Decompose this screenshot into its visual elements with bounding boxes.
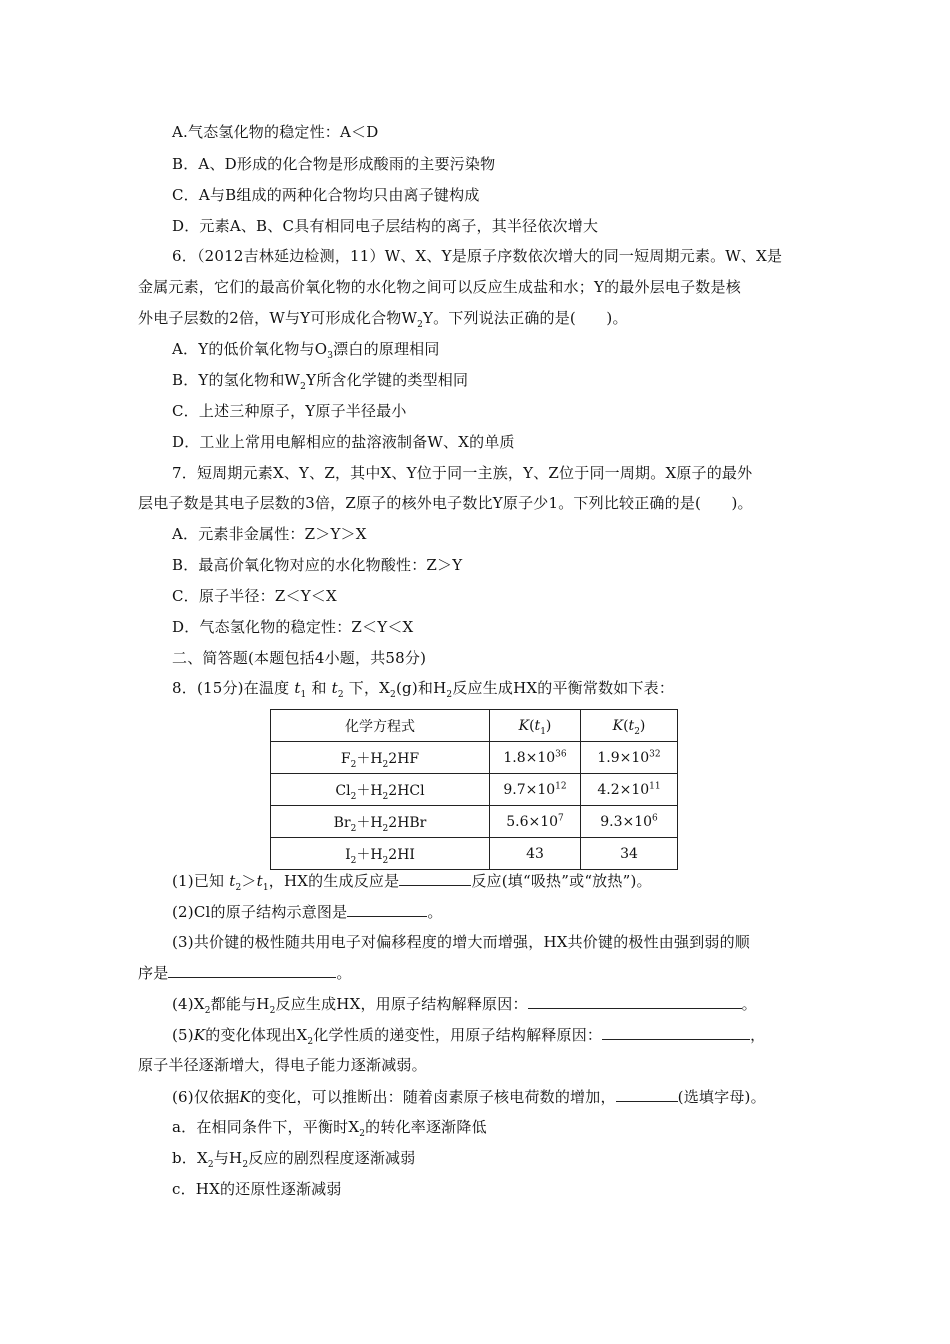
- k-t2-cell: $9.3\times 10^6$: [581, 806, 678, 838]
- table-row: [271, 742, 678, 774]
- q6-stem-line2: 金属元素，它们的最高价氧化物的水化物之间可以反应生成盐和水；Y的最外层电子数是核: [138, 278, 741, 296]
- q8-option-a: a．在相同条件下，平衡时$X_2$的转化率逐渐降低: [172, 1118, 487, 1139]
- q7-stem-line1: 7．短周期元素X、Y、Z，其中X、Y位于同一主族，Y、Z位于同一周期。X原子的最外: [172, 464, 753, 482]
- q7-option-a: A．元素非金属性：Z＞Y＞X: [172, 525, 367, 543]
- k-t2-cell: 34: [581, 838, 678, 870]
- q5-option-d: D．元素A、B、C具有相同电子层结构的离子，其半径依次增大: [172, 217, 599, 235]
- k-t1-cell: $9.7\times 10^{12}$: [490, 774, 581, 806]
- answer-blank[interactable]: [528, 993, 742, 1009]
- answer-blank[interactable]: [602, 1024, 750, 1040]
- table-row: [271, 806, 678, 838]
- q7-option-b: B．最高价氧化物对应的水化物酸性：Z＞Y: [172, 556, 463, 574]
- q8-option-b: b．$X_2$与$H_2$反应的剧烈程度逐渐减弱: [172, 1149, 416, 1170]
- table-header-row: [271, 710, 678, 742]
- equation-cell: $Cl_2+H_22HCl$: [271, 774, 490, 806]
- q8-part3-line2: 序是 。: [138, 964, 352, 982]
- q5-option-c: C．A与B组成的两种化合物均只由离子键构成: [172, 186, 480, 204]
- q8-part5-line1: (5)K的变化体现出$X_2$化学性质的递变性，用原子结构解释原因： ，: [172, 1026, 766, 1047]
- k-t2-cell: $4.2\times 10^{11}$: [581, 774, 678, 806]
- q5-option-a: A.气态氢化物的稳定性：A＜D: [172, 123, 379, 141]
- k-t1-cell: $5.6\times 10^7$: [490, 806, 581, 838]
- answer-blank[interactable]: [399, 870, 471, 886]
- q8-option-c: c．HX的还原性逐渐减弱: [172, 1180, 342, 1198]
- q7-stem-line2: 层电子数是其电子层数的3倍，Z原子的核外电子数比Y原子少1。下列比较正确的是( )。: [138, 494, 753, 512]
- q6-option-d: D．工业上常用电解相应的盐溶液制备W、X的单质: [172, 433, 515, 451]
- equation-cell: $I_2+H_22HI$: [271, 838, 490, 870]
- k-t1-cell: $1.8\times 10^{36}$: [490, 742, 581, 774]
- k-t2-cell: $1.9\times 10^{32}$: [581, 742, 678, 774]
- header-k-t2: $K(t_2)$: [581, 710, 678, 742]
- q5-option-b: B．A、D形成的化合物是形成酸雨的主要污染物: [172, 155, 496, 173]
- q8-intro: 8．(15分)在温度 $t_1$ 和 $t_2$ 下，$X_2(g)$和$H_2$反应生成HX的平衡常数如下表：: [172, 679, 675, 700]
- answer-blank[interactable]: [168, 962, 336, 978]
- q6-option-a: A．Y的低价氧化物与$O_3$漂白的原理相同: [172, 340, 440, 361]
- q6-stem-line1: 6．（2012吉林延边检测，11）W、X、Y是原子序数依次增大的同一短周期元素。W、X是: [172, 247, 783, 265]
- q7-option-c: C．原子半径：Z＜Y＜X: [172, 587, 337, 605]
- equilibrium-constant-table: [270, 709, 678, 870]
- equation-cell: $F_2+H_22HF$: [271, 742, 490, 774]
- table-row: [271, 838, 678, 870]
- q8-part3-line1: (3)共价键的极性随共用电子对偏移程度的增大而增强，HX共价键的极性由强到弱的顺: [172, 933, 751, 951]
- q6-option-b: B．Y的氢化物和$W_2Y$所含化学键的类型相同: [172, 371, 469, 392]
- header-equation: 化学方程式: [271, 710, 490, 742]
- q8-part5-line2: 原子半径逐渐增大，得电子能力逐渐减弱。: [138, 1056, 427, 1074]
- equation-cell: $Br_2+H_22HBr$: [271, 806, 490, 838]
- q7-option-d: D．气态氢化物的稳定性：Z＜Y＜X: [172, 618, 414, 636]
- answer-blank[interactable]: [616, 1086, 678, 1102]
- answer-blank[interactable]: [347, 901, 427, 917]
- q6-option-c: C．上述三种原子，Y原子半径最小: [172, 402, 407, 420]
- section-heading: 二、简答题(本题包括4小题，共58分): [172, 649, 427, 667]
- q8-part4: $(4)X_2$都能与$H_2$反应生成HX，用原子结构解释原因： 。: [172, 995, 757, 1016]
- q8-part6: (6)仅依据K的变化，可以推断出：随着卤素原子核电荷数的增加， (选填字母)。: [172, 1088, 766, 1106]
- q8-part2: (2)Cl的原子结构示意图是 。: [172, 903, 443, 921]
- table-row: [271, 774, 678, 806]
- header-k-t1: $K(t_1)$: [490, 710, 581, 742]
- k-t1-cell: 43: [490, 838, 581, 870]
- q8-part1: (1)已知 $t_2>t_1$，HX的生成反应是 反应(填“吸热”或“放热”)。: [172, 872, 652, 893]
- q6-stem-line3: 外电子层数的2倍，W与Y可形成化合物$W_2Y$。下列说法正确的是( )。: [138, 309, 628, 330]
